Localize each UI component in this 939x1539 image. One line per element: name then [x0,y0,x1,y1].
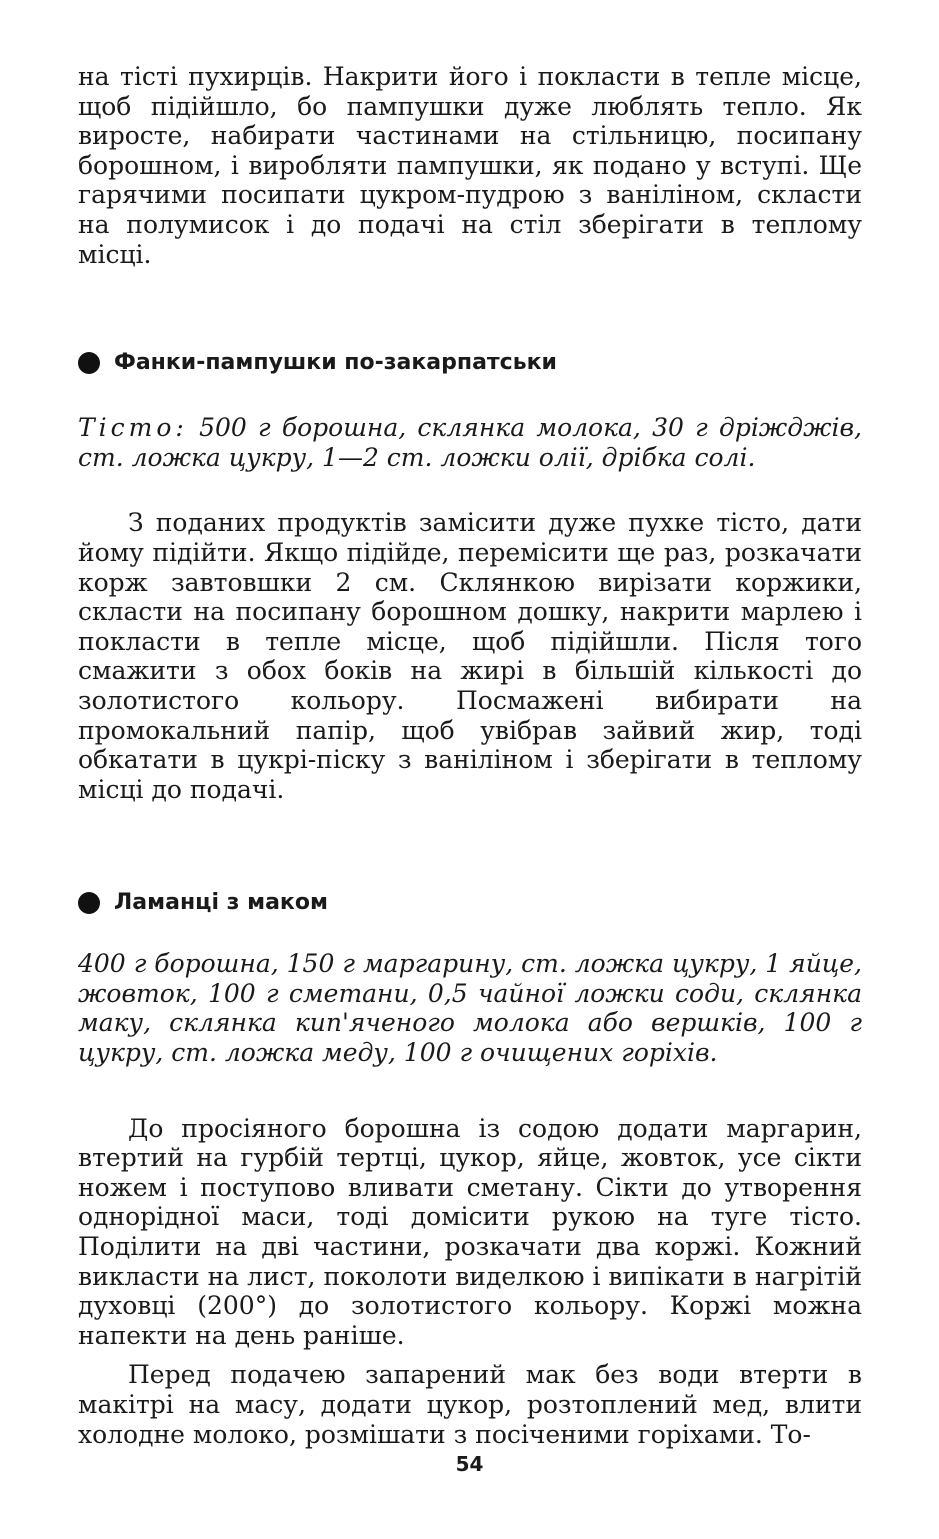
intro-paragraph: на тісті пухирців. Накрити його і покласти в тепле місце, щоб підійшло, бо пампушки дуже люблять тепло. Як виросте, набирати частинами на стільницю, посипану борошном, і виробляти пампушки, як подано у вступі. Ще гарячими посипати цукром-пудрою з ваніліном, скласти на полумисок і до подачі на стіл зберігати в теплому місці. [78,62,862,269]
ingredients-label: Тісто: [78,413,188,443]
recipe-heading-fanky [78,350,862,375]
ingredients-list-fanky [78,413,862,472]
method-paragraph-fanky: З поданих продуктів замісити дуже пухке тісто, дати йому підійти. Якщо підійде, перемісити ще раз, розкачати корж завтовшки 2 см. Склянкою вирізати коржики, скласти на посипану борошном дошку, накрити марлею і покласти в тепле місце, щоб підійшли. Після того смажити з обох боків на жирі в більшій кількості до золотистого кольору. Посмажені вибирати на промокальний папір, щоб увібрав зайвий жир, тоді обкатати в цукрі-піску з ваніліном і зберігати в теплому місці до подачі. [78,508,862,804]
page-number: 54 [455,1452,484,1476]
method-paragraph-lamantsi-2: Перед подачею запарений мак без води втерти в макітрі на масу, додати цукор, розтоплений мед, влити холодне молоко, розмішати з посіченими горіхами. То- [78,1360,862,1449]
recipe-heading-lamantsi [78,890,862,915]
bullet-icon [78,352,100,374]
recipe-title: Ламанці з маком [114,890,328,916]
method-paragraph-lamantsi-1: До просіяного борошна із содою додати маргарин, втертий на гурбій тертці, цукор, яйце, жовток, усе сікти ножем і поступово вливати сметану. Сікти до утворення однорідної маси, тоді домісити рукою на туге тісто. Поділити на дві частини, розкачати два коржі. Кожний викласти на лист, поколоти виделкою і випікати в нагрітій духовці (200°) до золотистого кольору. Коржі можна напекти на день раніше. [78,1113,862,1350]
ingredients-list-lamantsi: 400 г борошна, 150 г маргарину, ст. ложка цукру, 1 яйце, жовток, 100 г сметани, 0,5 чайної ложки соди, склянка маку, склянка кип'яченого молока або вершків, 100 г цукру, ст. ложка меду, 100 г очищених горіхів. [78,949,862,1068]
ingredients-text: 500 г борошна, склянка молока, 30 г дріжджів, ст. ложка цукру, 1—2 ст. ложки олії, дрібка солі. [78,413,862,472]
bullet-icon [78,892,100,914]
book-page [78,62,862,1449]
recipe-title: Фанки-пампушки по-закарпатськи [114,350,557,376]
